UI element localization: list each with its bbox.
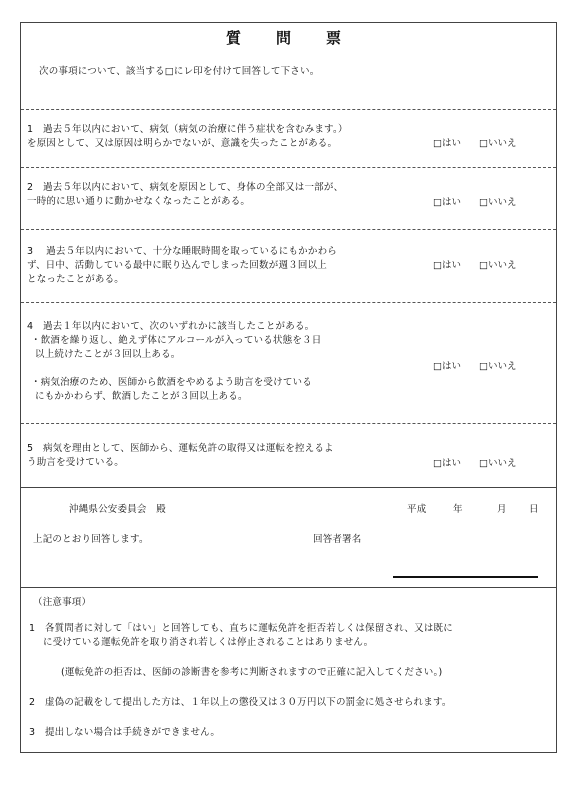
- question-4-line-4: ・病気治療のため、医師から飲酒をやめるよう助言を受けている: [31, 377, 312, 388]
- questionnaire-form: [20, 22, 557, 753]
- era-label: 平成: [407, 504, 427, 515]
- month-label: 月: [497, 504, 507, 515]
- question-2-yes-checkbox[interactable]: □はい: [433, 197, 461, 208]
- question-1-line-2: を原因として、又は原因は明らかでないが、意識を失ったことがある。: [27, 138, 338, 149]
- form-title: 質 問 票: [225, 29, 351, 47]
- section-divider: [21, 487, 556, 488]
- question-3-line-1: 3 過去５年以内において、十分な睡眠時間を取っているにもかかわら: [27, 246, 337, 257]
- question-5-no-checkbox[interactable]: □いいえ: [479, 458, 517, 469]
- question-5-line-2: う助言を受けている。: [27, 457, 125, 468]
- year-label: 年: [453, 504, 463, 515]
- statement-text: 上記のとおり回答します。: [33, 534, 149, 545]
- question-4-line-2: ・飲酒を繰り返し、絶えず体にアルコールが入っている状態を３日: [31, 335, 322, 346]
- question-4-yes-checkbox[interactable]: □はい: [433, 361, 461, 372]
- note-1-subnote: (運転免許の拒否は、医師の診断書を参考に判断されますので正確に記入してください。): [61, 667, 443, 678]
- divider: [21, 302, 556, 303]
- divider: [21, 167, 556, 168]
- note-2: 2 虚偽の記載をして提出した方は、１年以上の懲役又は３０万円以下の罰金に処させられます。: [29, 697, 452, 708]
- addressee: 沖縄県公安委員会 殿: [69, 504, 167, 515]
- question-3-line-2: ず、日中、活動している最中に眠り込んでしまった回数が週３回以上: [27, 260, 327, 271]
- question-1-line-1: 1 過去５年以内において、病気（病気の治療に伴う症状を含むみます。）: [27, 124, 348, 135]
- question-5-yes-checkbox[interactable]: □はい: [433, 458, 461, 469]
- question-4-line-5: にもかかわらず、飲酒したことが３回以上ある。: [35, 391, 248, 402]
- question-1-no-checkbox[interactable]: □いいえ: [479, 138, 517, 149]
- question-4-line-3: 以上続けたことが３回以上ある。: [35, 349, 181, 360]
- question-4-line-1: 4 過去１年以内において、次のいずれかに該当したことがある。: [27, 321, 315, 332]
- question-3-no-checkbox[interactable]: □いいえ: [479, 260, 517, 271]
- signer-label: 回答者署名: [313, 534, 362, 545]
- notes-heading: （注意事項）: [33, 597, 92, 608]
- day-label: 日: [529, 504, 539, 515]
- divider: [21, 423, 556, 424]
- question-2-line-2: 一時的に思い通りに動かせなくなったことがある。: [27, 196, 251, 207]
- divider: [21, 109, 556, 110]
- note-1-line-2: に受けている運転免許を取り消され若しくは停止されることはありません。: [43, 637, 374, 648]
- divider: [21, 229, 556, 230]
- question-2-line-1: 2 過去５年以内において、病気を原因として、身体の全部又は一部が、: [27, 182, 344, 193]
- question-1-yes-checkbox[interactable]: □はい: [433, 138, 461, 149]
- question-5-line-1: 5 病気を理由として、医師から、運転免許の取得又は運転を控えるよ: [27, 443, 334, 454]
- section-divider: [21, 587, 556, 588]
- question-2-no-checkbox[interactable]: □いいえ: [479, 197, 517, 208]
- question-3-yes-checkbox[interactable]: □はい: [433, 260, 461, 271]
- instruction-text: 次の事項について、該当する□にレ印を付けて回答して下さい。: [39, 66, 320, 77]
- note-1-line-1: 1 各質問者に対して「はい」と回答しても、直ちに運転免許を拒否若しくは保留され、又は既に: [29, 623, 453, 634]
- question-4-no-checkbox[interactable]: □いいえ: [479, 361, 517, 372]
- question-3-line-3: となったことがある。: [27, 274, 125, 285]
- signature-line[interactable]: [393, 576, 538, 578]
- note-3: 3 提出しない場合は手続きができません。: [29, 727, 221, 738]
